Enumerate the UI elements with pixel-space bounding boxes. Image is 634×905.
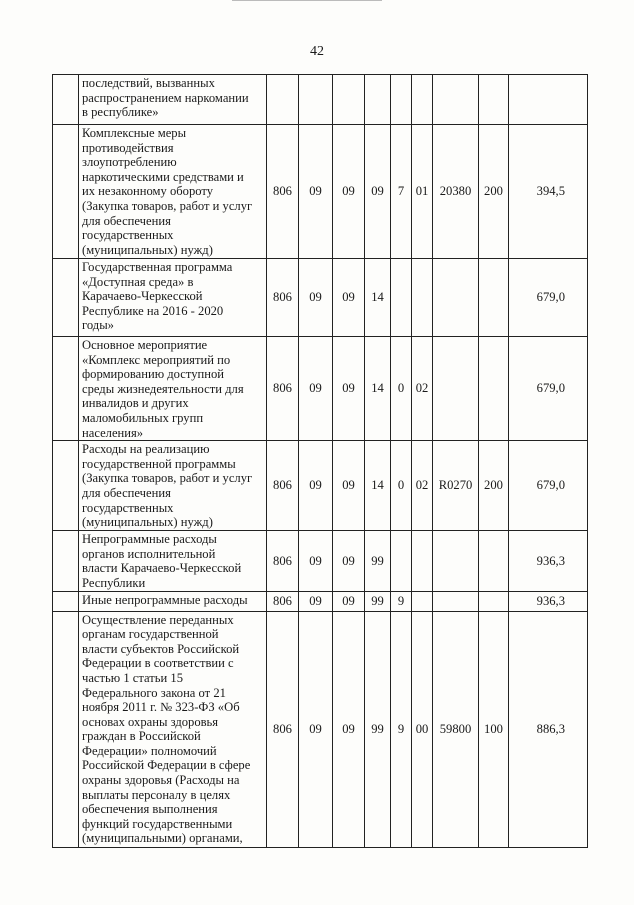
amount-cell (509, 75, 588, 125)
item-name-line: формированию доступной (82, 367, 225, 382)
ved-cell: 806 (267, 337, 299, 441)
item-name-line: Федерального закона от 21 (82, 685, 226, 700)
table-row (53, 75, 588, 125)
table-row (53, 337, 588, 441)
direction-cell (433, 591, 479, 611)
table-row (53, 531, 588, 591)
item-name-line: власти субъектов Российской (82, 641, 240, 656)
item-name-line: Федерации» полномочий (82, 743, 217, 758)
expense-type-cell: 100 (479, 611, 509, 847)
subprogram-cell: 0 (391, 441, 412, 531)
item-name-line: государственной программы (82, 456, 236, 471)
section-cell: 09 (299, 531, 333, 591)
item-name-cell (79, 259, 267, 337)
ved-cell: 806 (267, 591, 299, 611)
expense-type-cell (479, 337, 509, 441)
expense-type-cell: 200 (479, 125, 509, 259)
item-name-line: Республике на 2016 - 2020 (82, 303, 224, 318)
item-name-line: (муниципальных) нужд) (82, 515, 213, 530)
program-cell: 99 (365, 611, 391, 847)
item-name-cell (79, 441, 267, 531)
amount-cell: 936,3 (509, 591, 588, 611)
section-cell: 09 (299, 611, 333, 847)
item-name-line: Республики (82, 575, 146, 590)
expense-type-cell (479, 259, 509, 337)
subsection-cell: 09 (333, 259, 365, 337)
item-name-line: государственных (82, 500, 174, 515)
section-cell: 09 (299, 591, 333, 611)
amount-cell: 679,0 (509, 441, 588, 531)
item-name-line: Иные непрограммные расходы (82, 592, 248, 607)
blank-cell (53, 591, 79, 611)
expense-type-cell (479, 531, 509, 591)
item-name-line: обеспечения выполнения (82, 802, 218, 817)
subsection-cell: 09 (333, 125, 365, 259)
table-row (53, 125, 588, 259)
ved-cell: 806 (267, 259, 299, 337)
direction-cell: 59800 (433, 611, 479, 847)
item-name-line: Непрограммные расходы (82, 532, 217, 547)
item-name-cell (79, 531, 267, 591)
program-cell: 99 (365, 591, 391, 611)
expense-type-cell: 200 (479, 441, 509, 531)
table-row (53, 259, 588, 337)
item-name-cell (79, 337, 267, 441)
blank-cell (53, 75, 79, 125)
item-name-line: злоупотреблению (82, 155, 177, 170)
section-cell: 09 (299, 441, 333, 531)
item-name-line: «Доступная среда» в (82, 274, 194, 289)
section-cell (299, 75, 333, 125)
table-row (53, 611, 588, 847)
event-cell: 02 (412, 441, 433, 531)
item-name-line: наркотическими средствами и (82, 169, 244, 184)
direction-cell: 20380 (433, 125, 479, 259)
amount-cell: 394,5 (509, 125, 588, 259)
amount-cell: 886,3 (509, 611, 588, 847)
blank-cell (53, 611, 79, 847)
direction-cell (433, 259, 479, 337)
event-cell (412, 591, 433, 611)
item-name-line: их незаконному обороту (82, 184, 214, 199)
program-cell (365, 75, 391, 125)
ved-cell: 806 (267, 125, 299, 259)
item-name-line: функций государственными (82, 816, 233, 831)
subprogram-cell (391, 259, 412, 337)
event-cell: 00 (412, 611, 433, 847)
item-name-line: граждан в Российской (82, 729, 201, 744)
event-cell (412, 75, 433, 125)
subsection-cell: 09 (333, 531, 365, 591)
ved-cell: 806 (267, 441, 299, 531)
event-cell: 01 (412, 125, 433, 259)
direction-cell (433, 337, 479, 441)
subprogram-cell: 7 (391, 125, 412, 259)
item-name-line: Основное мероприятие (82, 338, 208, 352)
item-name-line: ноября 2011 г. № 323-ФЗ «Об (82, 700, 240, 715)
table-row (53, 591, 588, 611)
item-name-line: (муниципальных) нужд) (82, 242, 213, 257)
item-name-line: частью 1 статьи 15 (82, 670, 184, 685)
item-name-line: среды жизнедеятельности для (82, 381, 244, 396)
subsection-cell (333, 75, 365, 125)
program-cell: 09 (365, 125, 391, 259)
ved-cell: 806 (267, 611, 299, 847)
item-name-line: в республике» (82, 105, 159, 120)
ved-cell (267, 75, 299, 125)
subsection-cell: 09 (333, 441, 365, 531)
item-name-line: инвалидов и других (82, 396, 189, 411)
item-name-line: Расходы на реализацию (82, 442, 210, 457)
blank-cell (53, 337, 79, 441)
subprogram-cell: 9 (391, 591, 412, 611)
expense-type-cell (479, 591, 509, 611)
item-name-line: распространением наркомании (82, 90, 249, 105)
item-name-line: населения» (82, 425, 144, 440)
item-name-line: выплаты персоналу в целях (82, 787, 231, 802)
subsection-cell: 09 (333, 591, 365, 611)
subprogram-cell (391, 75, 412, 125)
item-name-cell (79, 125, 267, 259)
scan-edge-mark (232, 0, 382, 4)
event-cell (412, 531, 433, 591)
program-cell: 14 (365, 337, 391, 441)
amount-cell: 679,0 (509, 259, 588, 337)
item-name-cell (79, 75, 267, 125)
blank-cell (53, 441, 79, 531)
table-row (53, 441, 588, 531)
direction-cell: R0270 (433, 441, 479, 531)
item-name-line: Российской Федерации в сфере (82, 758, 251, 773)
direction-cell (433, 531, 479, 591)
subsection-cell: 09 (333, 611, 365, 847)
section-cell: 09 (299, 337, 333, 441)
subprogram-cell (391, 531, 412, 591)
blank-cell (53, 125, 79, 259)
direction-cell (433, 75, 479, 125)
item-name-line: Государственная программа (82, 260, 233, 274)
item-name-line: Осуществление переданных (82, 612, 234, 627)
subprogram-cell: 9 (391, 611, 412, 847)
item-name-line: противодействия (82, 140, 174, 155)
item-name-line: (Закупка товаров, работ и услуг (82, 198, 253, 213)
budget-table (52, 74, 588, 848)
subsection-cell: 09 (333, 337, 365, 441)
item-name-line: для обеспечения (82, 485, 171, 500)
item-name-cell (79, 591, 267, 611)
program-cell: 14 (365, 441, 391, 531)
item-name-line: (муниципальными) органами, (82, 831, 243, 846)
blank-cell (53, 259, 79, 337)
item-name-line: государственных (82, 228, 174, 243)
item-name-line: власти Карачаево-Черкесской (82, 561, 242, 576)
item-name-line: годы» (82, 318, 114, 333)
section-cell: 09 (299, 259, 333, 337)
item-name-line: Федерации в соответствии с (82, 656, 234, 671)
amount-cell: 679,0 (509, 337, 588, 441)
amount-cell: 936,3 (509, 531, 588, 591)
item-name-line: для обеспечения (82, 213, 171, 228)
item-name-line: Комплексные меры (82, 126, 187, 140)
section-cell: 09 (299, 125, 333, 259)
expense-type-cell (479, 75, 509, 125)
program-cell: 99 (365, 531, 391, 591)
subprogram-cell: 0 (391, 337, 412, 441)
item-name-line: «Комплекс мероприятий по (82, 352, 231, 367)
ved-cell: 806 (267, 531, 299, 591)
event-cell: 02 (412, 337, 433, 441)
blank-cell (53, 531, 79, 591)
page-number: 42 (310, 44, 324, 59)
item-name-line: (Закупка товаров, работ и услуг (82, 471, 253, 486)
program-cell: 14 (365, 259, 391, 337)
item-name-cell (79, 611, 267, 847)
item-name-line: маломобильных групп (82, 410, 204, 425)
item-name-line: последствий, вызванных (82, 76, 215, 90)
item-name-line: охраны здоровья (Расходы на (82, 773, 240, 788)
item-name-line: органов исполнительной (82, 546, 216, 561)
event-cell (412, 259, 433, 337)
item-name-line: органам государственной (82, 627, 219, 642)
item-name-line: основах охраны здоровья (82, 714, 219, 729)
item-name-line: Карачаево-Черкесской (82, 289, 203, 304)
